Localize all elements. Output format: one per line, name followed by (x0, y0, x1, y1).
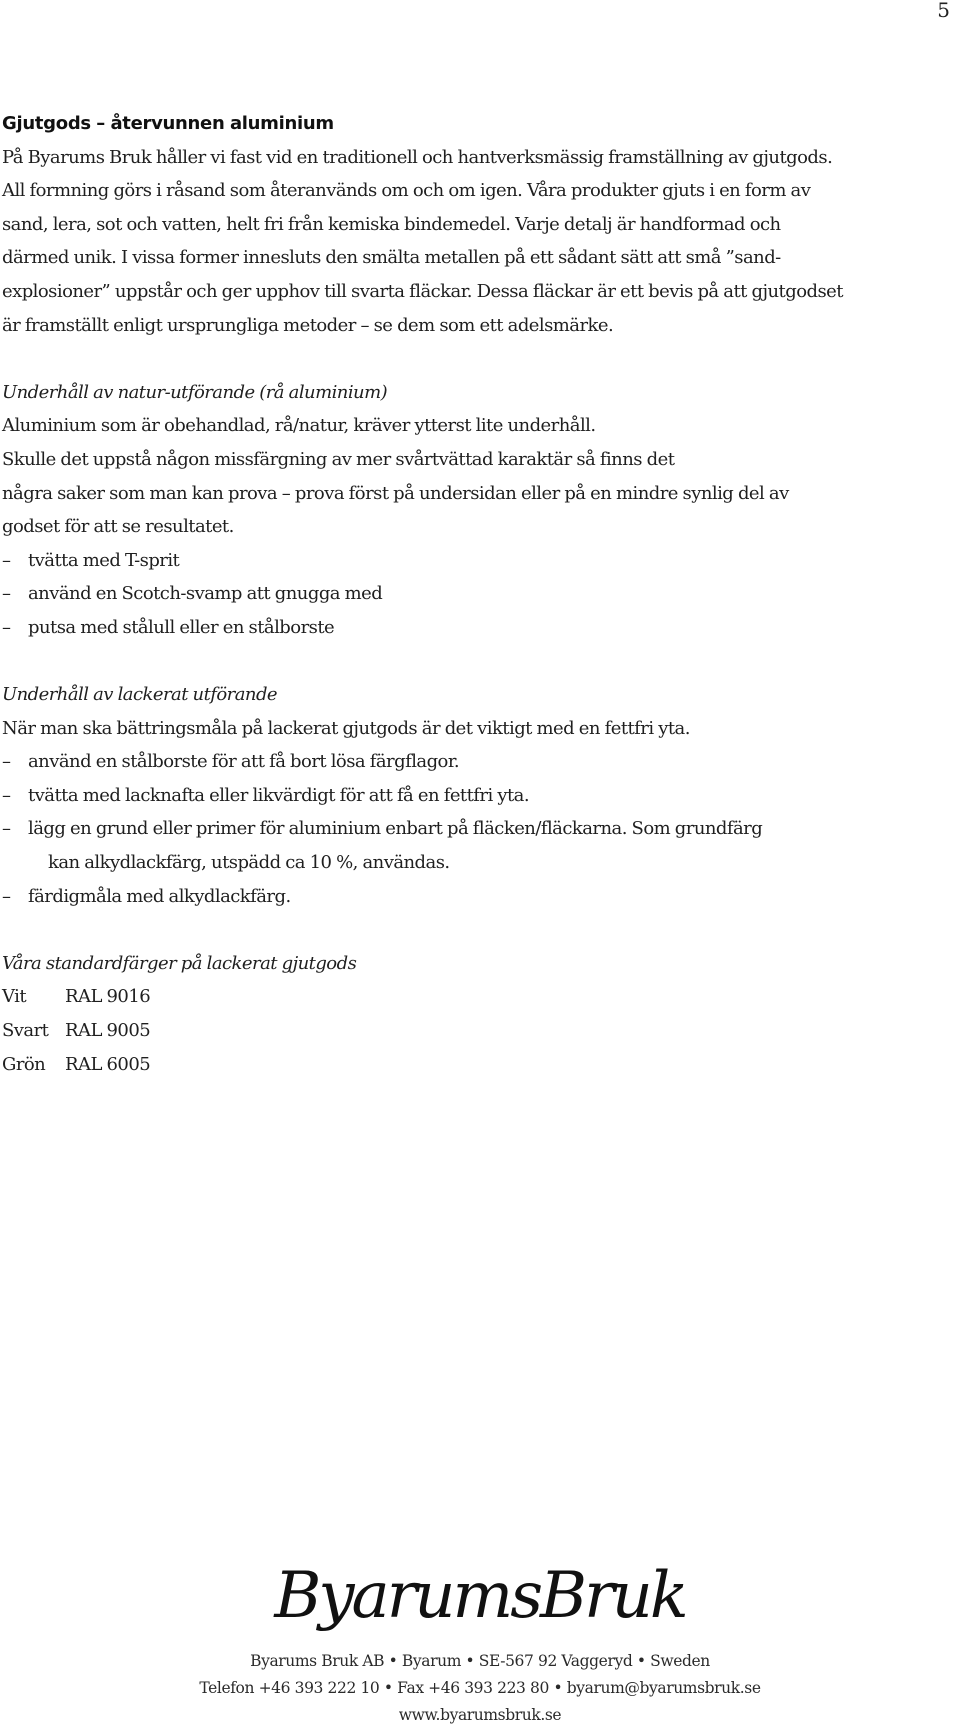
list-item (2, 611, 952, 645)
paragraph-line: Aluminium som är obehandlad, rå/natur, kräver ytterst lite underhåll. (2, 415, 596, 437)
natural-maintenance-paragraph (2, 409, 952, 543)
color-name: Vit (2, 986, 27, 1008)
footer-website: www.byarumsbruk.se (398, 1706, 562, 1724)
list-item (2, 577, 952, 611)
list-item-text: tvätta med T-sprit (28, 549, 180, 571)
list-item-text: putsa med stålull eller en stålborste (28, 616, 335, 638)
dash-bullet: – (2, 583, 11, 605)
color-name: Grön (2, 1053, 46, 1075)
list-item (2, 544, 952, 578)
color-code: RAL 9005 (65, 1020, 151, 1042)
paragraph-line: sand, lera, sot och vatten, helt fri från kemiska bindemedel. Varje detalj är handformad och (2, 213, 781, 235)
footer-contact (0, 1648, 960, 1729)
color-code: RAL 6005 (65, 1053, 151, 1075)
lacquered-maintenance-list (2, 745, 952, 913)
color-name: Svart (2, 1020, 49, 1042)
dash-bullet: – (2, 549, 11, 571)
spacer (2, 913, 952, 947)
list-item-continuation: kan alkydlackfärg, utspädd ca 10 %, användas. (48, 852, 450, 874)
section-heading-lacquered-maintenance: Underhåll av lackerat utförande (2, 684, 278, 706)
list-item-text: använd en stålborste för att få bort lösa färgflagor. (28, 751, 460, 773)
list-item (2, 812, 952, 879)
footer-address: Byarums Bruk AB • Byarum • SE-567 92 Vaggeryd • Sweden (250, 1652, 710, 1670)
color-table (2, 980, 952, 1081)
byarums-bruk-logo: ByarumsBruk (274, 1559, 686, 1633)
lacquered-intro: När man ska bättringsmåla på lackerat gjutgods är det viktigt med en fettfri yta. (2, 717, 690, 739)
paragraph-line: är framställt enligt ursprungliga metoder – se dem som ett adelsmärke. (2, 314, 614, 336)
dash-bullet: – (2, 616, 11, 638)
dash-bullet: – (2, 818, 11, 840)
section-heading-recycled-aluminium: Gjutgods – återvunnen aluminium (2, 113, 334, 134)
paragraph-line: godset för att se resultatet. (2, 516, 234, 538)
page-number: 5 (937, 0, 950, 22)
list-item (2, 779, 952, 813)
color-row (2, 1048, 952, 1082)
natural-maintenance-list (2, 544, 952, 645)
list-item (2, 880, 952, 914)
dash-bullet: – (2, 751, 11, 773)
footer-phone-email: Telefon +46 393 222 10 • Fax +46 393 223 80 • byarum@byarumsbruk.se (199, 1679, 761, 1697)
list-item-text: färdigmåla med alkydlackfärg. (28, 885, 291, 907)
document-body (2, 107, 952, 1081)
color-row (2, 1014, 952, 1048)
paragraph-line: därmed unik. I vissa former innesluts den smälta metallen på ett sådant sätt att små ”sand- (2, 247, 781, 269)
spacer (2, 645, 952, 679)
list-item-text: lägg en grund eller primer för aluminium enbart på fläcken/fläckarna. Som grundfärg (28, 818, 763, 840)
section-heading-natural-maintenance: Underhåll av natur-utförande (rå aluminium) (2, 381, 388, 403)
paragraph-line: Skulle det uppstå någon missfärgning av mer svårtvättad karaktär så finns det (2, 448, 675, 470)
paragraph-line: några saker som man kan prova – prova först på undersidan eller på en mindre synlig del av (2, 482, 789, 504)
color-row (2, 980, 952, 1014)
intro-paragraph (2, 141, 952, 343)
spacer (2, 342, 952, 376)
paragraph-line: explosioner” uppstår och ger upphov till svarta fläckar. Dessa fläckar är ett bevis på att gjutgodset (2, 280, 843, 302)
dash-bullet: – (2, 784, 11, 806)
paragraph-line: All formning görs i råsand som återanvänds om och om igen. Våra produkter gjuts i en form av (2, 180, 811, 202)
list-item-text: tvätta med lacknafta eller likvärdigt för att få en fettfri yta. (28, 784, 530, 806)
dash-bullet: – (2, 885, 11, 907)
list-item-text: använd en Scotch-svamp att gnugga med (28, 583, 383, 605)
paragraph-line: På Byarums Bruk håller vi fast vid en traditionell och hantverksmässig framställning av gjutgods. (2, 146, 833, 168)
section-heading-standard-colors: Våra standardfärger på lackerat gjutgods (2, 952, 357, 974)
list-item (2, 745, 952, 779)
color-code: RAL 9016 (65, 986, 151, 1008)
